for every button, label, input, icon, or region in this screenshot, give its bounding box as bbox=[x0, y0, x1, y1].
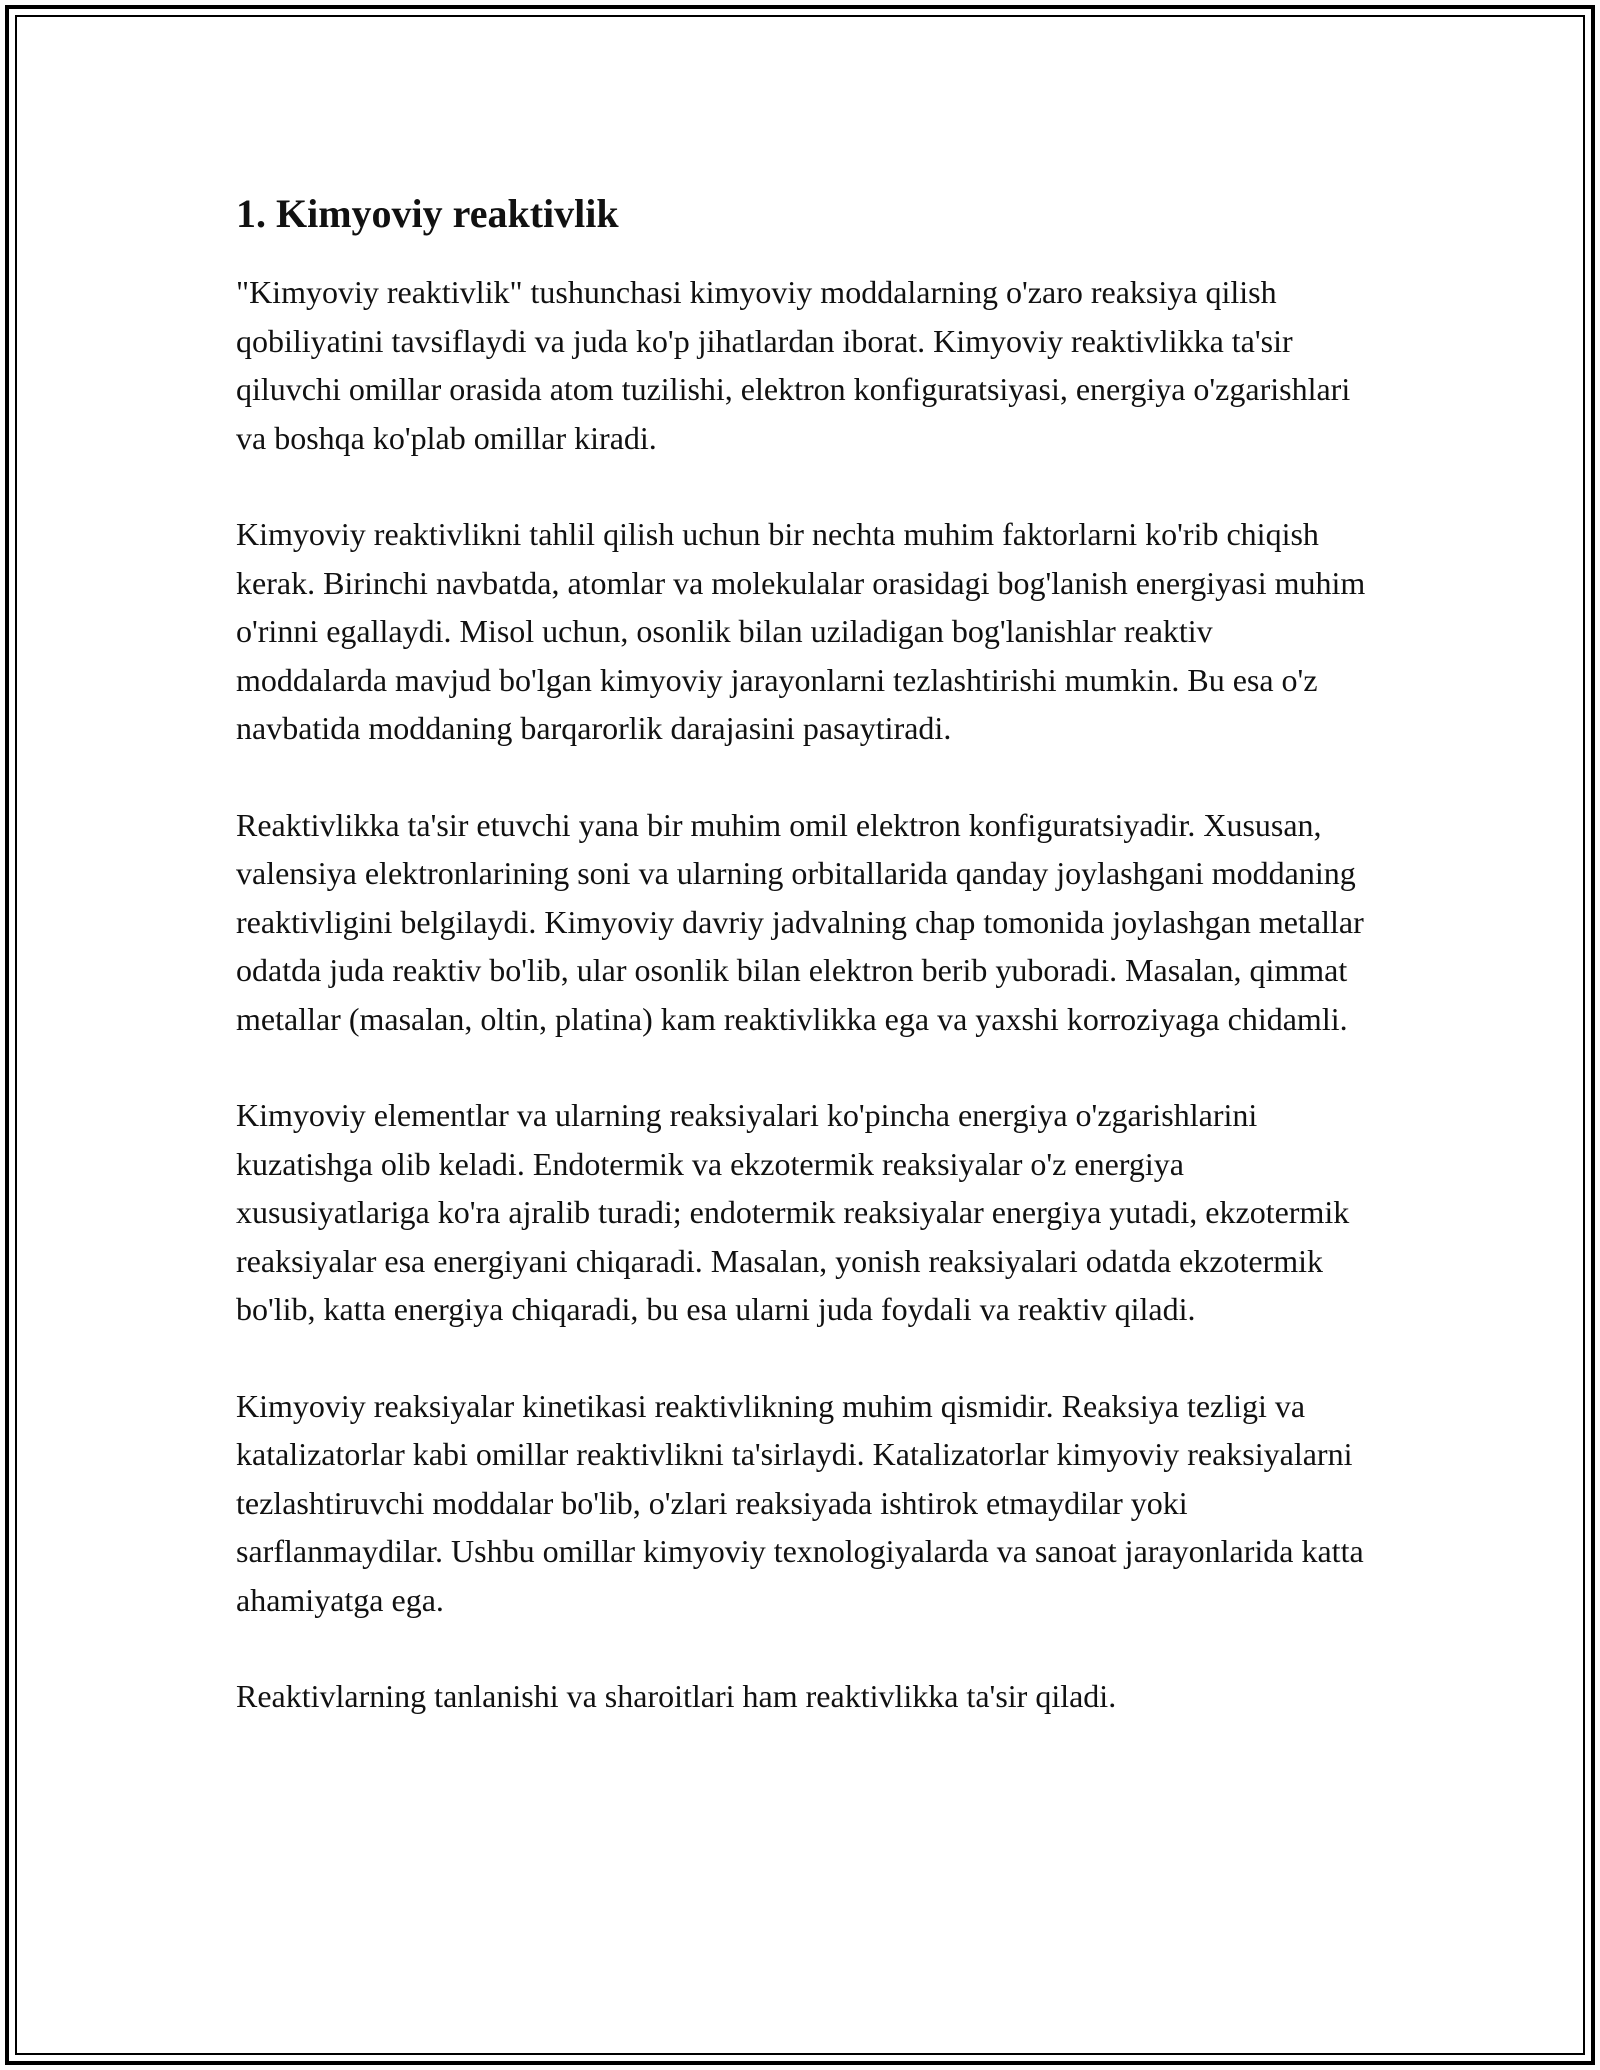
paragraph-5: Kimyoviy reaksiyalar kinetikasi reaktivlikning muhim qismidir. Reaksiya tezligi va katalizatorlar kabi omillar reaktivlikni ta'sirlaydi. Katalizatorlar kimyoviy reaksiyalarni tezlashtiruvchi moddalar bo'lib, o'zlari reaksiyada ishtirok etmaydilar yoki sarflanmaydilar. Ushbu omillar kimyoviy texnologiyalarda va sanoat jarayonlarida katta ahamiyatga ega. bbox=[236, 1387, 1364, 1618]
document-content bbox=[236, 188, 1366, 1769]
paragraph-3: Reaktivlikka ta'sir etuvchi yana bir muhim omil elektron konfiguratsiyadir. Xususan, valensiya elektronlarining soni va ularning orbitallarida qanday joylashgani moddaning reaktivligini belgilaydi. Kimyoviy davriy jadvalning chap tomonida joylashgan metallar odatda juda reaktiv bo'lib, ular osonlik bilan elektron berib yuboradi. Masalan, qimmat metallar (masalan, oltin, platina) kam reaktivlikka ega va yaxshi korroziyaga chidamli. bbox=[236, 806, 1364, 1037]
paragraph-2: Kimyoviy reaktivlikni tahlil qilish uchun bir nechta muhim faktorlarni ko'rib chiqish kerak. Birinchi navbatda, atomlar va molekulalar orasidagi bog'lanish energiyasi muhim o'rinni egallaydi. Misol uchun, osonlik bilan uziladigan bog'lanishlar reaktiv moddalarda mavjud bo'lgan kimyoviy jarayonlarni tezlashtirishi mumkin. Bu esa o'z navbatida moddaning barqarorlik darajasini pasaytiradi. bbox=[236, 516, 1366, 746]
paragraph-4: Kimyoviy elementlar va ularning reaksiyalari ko'pincha energiya o'zgarishlarini kuzatishga olib keladi. Endotermik va ekzotermik reaksiyalar o'z energiya xususiyatlariga ko'ra ajralib turadi; endotermik reaksiyalar energiya yutadi, ekzotermik reaksiyalar esa energiyani chiqaradi. Masalan, yonish reaksiyalari odatda ekzotermik bo'lib, katta energiya chiqaradi, bu esa ularni juda foydali va reaktiv qiladi. bbox=[236, 1097, 1350, 1327]
section-heading: 1. Kimyoviy reaktivlik bbox=[236, 191, 619, 236]
paragraph-6: Reaktivlarning tanlanishi va sharoitlari ham reaktivlikka ta'sir qiladi. bbox=[236, 1678, 1117, 1714]
paragraph-1: "Kimyoviy reaktivlik" tushunchasi kimyoviy moddalarning o'zaro reaksiya qilish qobiliyatini tavsiflaydi va juda ko'p jihatlardan iborat. Kimyoviy reaktivlikka ta'sir qiluvchi omillar orasida atom tuzilishi, elektron konfiguratsiyasi, energiya o'zgarishlari va boshqa ko'plab omillar kiradi. bbox=[236, 274, 1351, 456]
